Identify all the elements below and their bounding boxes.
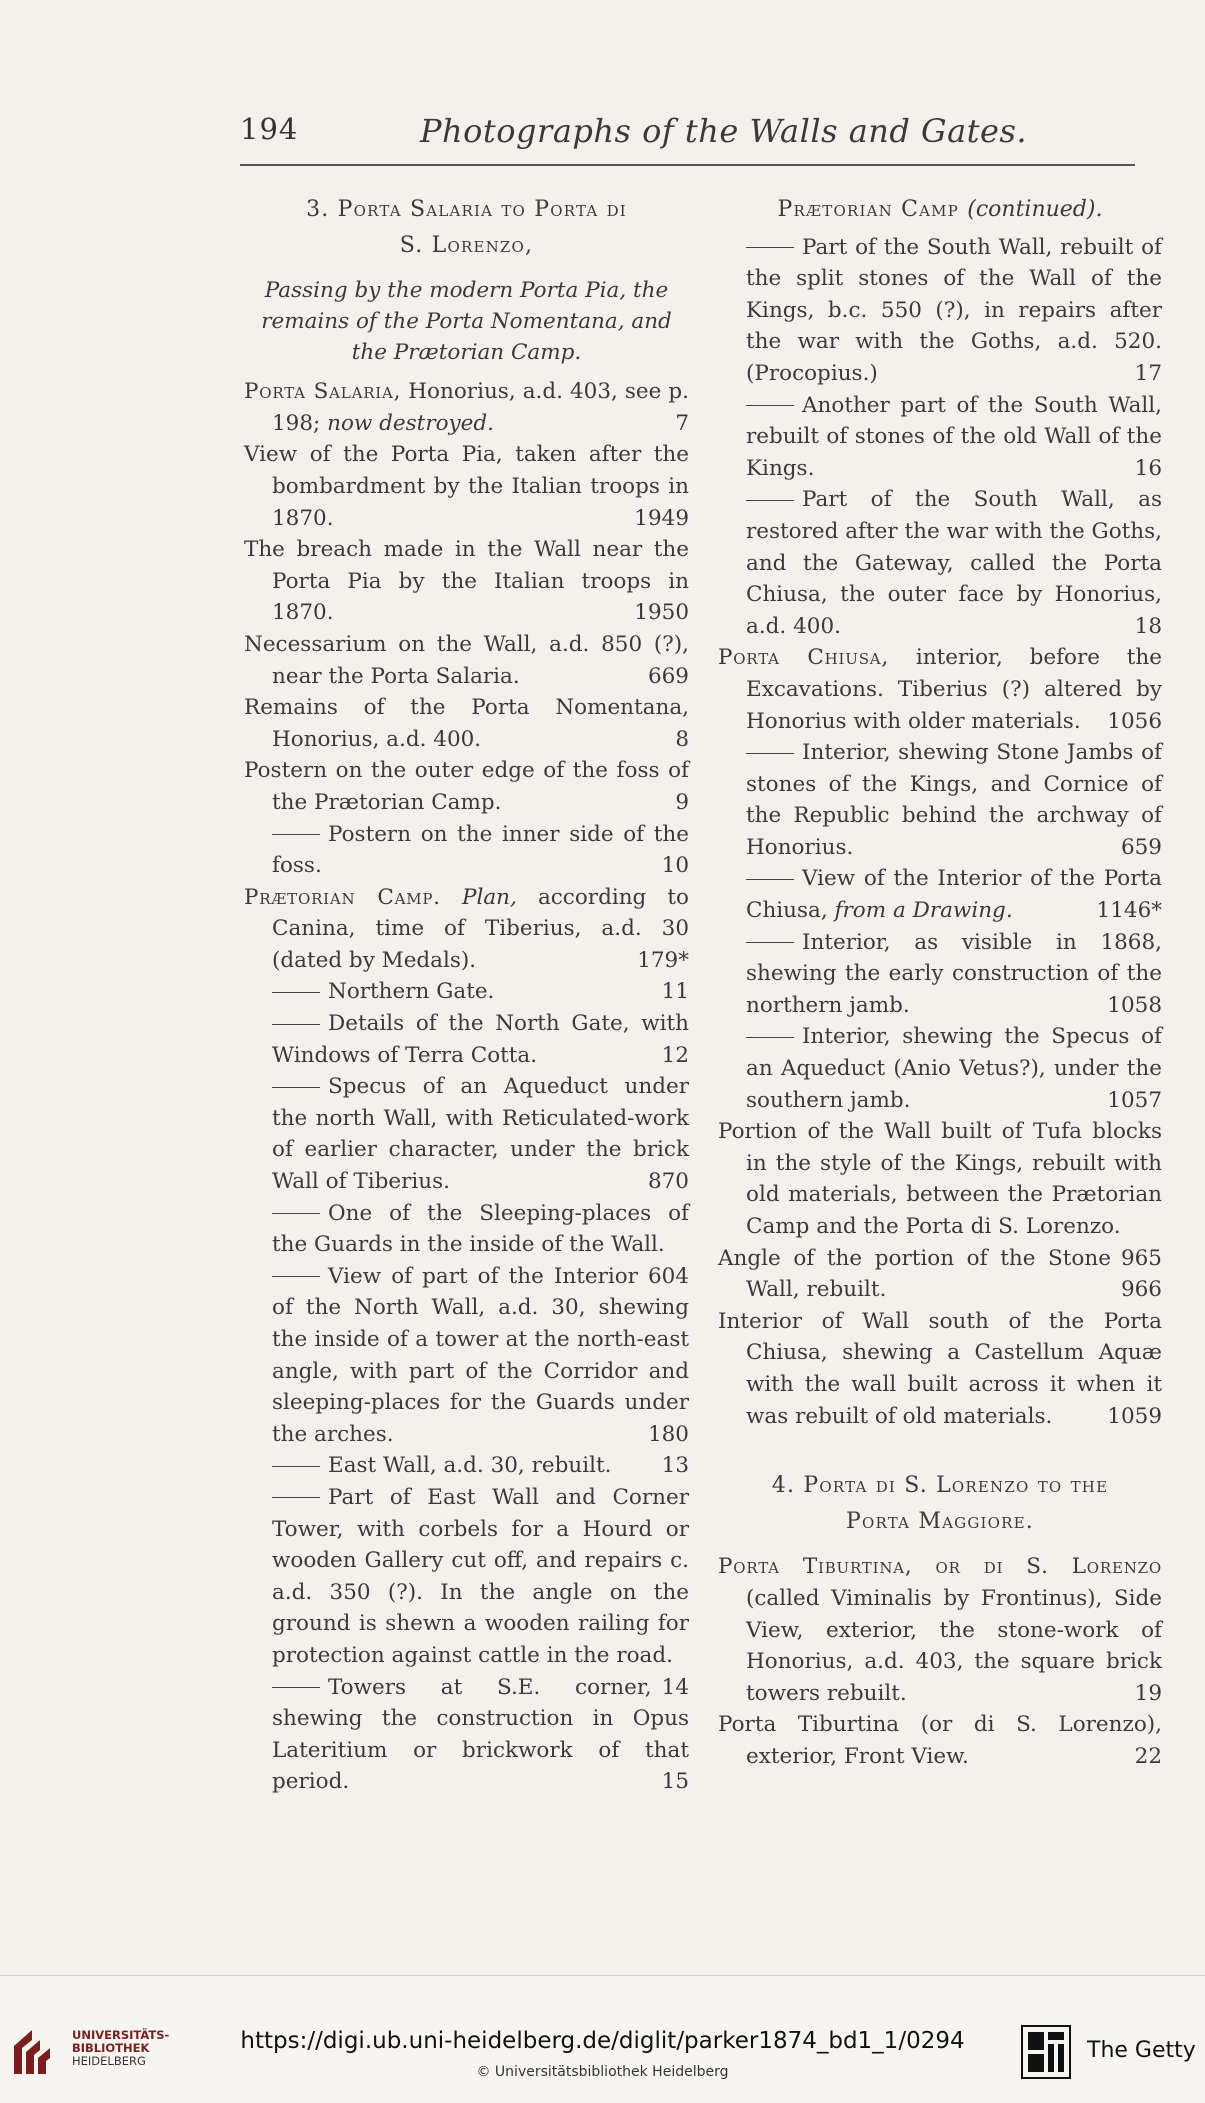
catalogue-entry: [718, 863, 1162, 926]
entry-text: Northern Gate.: [328, 979, 495, 1005]
catalogue-entry: [718, 1021, 1162, 1116]
photo-number: 1146*: [1096, 898, 1162, 924]
left-column: [244, 190, 689, 1798]
page-header: [240, 112, 1130, 162]
section-heading-4: 4. Porta di S. Lorenzo to the: [771, 1473, 1109, 1499]
entry-text: (called Viminalis by Frontinus), Side View, exterior, the stone-work of Honorius, a.d. 403, the square brick towers rebuilt.: [746, 1585, 1162, 1706]
continued-note: (continued).: [967, 197, 1103, 222]
entry-text: The breach made in the Wall near the Porta Pia by the Italian troops in 1870.: [244, 537, 689, 626]
library-name-line2: BIBLIOTHEK: [72, 2041, 150, 2055]
entry-text: Part of the South Wall, rebuilt of the split stones of the Wall of the Kings, b.c. 550 (?), in repairs after the war with the Goths, a.d. 520. (Procopius.): [746, 234, 1162, 386]
entry-text: View of the Interior of the Porta Chiusa,: [746, 866, 1162, 924]
catalogue-entry: [244, 976, 689, 1008]
page-number: 194: [240, 112, 299, 146]
continued-heading-title: Prætorian Camp: [777, 197, 960, 222]
entry-italic: from a Drawing.: [834, 898, 1013, 924]
ditto-dash: [272, 1497, 320, 1498]
catalogue-entry: [244, 1450, 689, 1482]
ditto-dash: [272, 1276, 320, 1277]
getty-name: The Getty: [1087, 2038, 1196, 2063]
ditto-dash: [746, 247, 794, 248]
photo-number: 13: [661, 1453, 689, 1479]
photo-number: 12: [661, 1042, 689, 1068]
photo-number: 9: [675, 789, 689, 815]
entry-text: [441, 885, 462, 910]
entry-text: Interior of Wall south of the Porta Chiusa, shewing a Castellum Aquæ with the wall built across it when it was rebuilt of old materials.: [718, 1308, 1162, 1429]
entry-text: East Wall, a.d. 30, rebuilt.: [328, 1453, 612, 1479]
photo-number: 22: [1134, 1743, 1162, 1769]
entry-text: One of the Sleeping-places of the Guards in the inside of the Wall.: [272, 1200, 689, 1258]
catalogue-entry: [244, 1008, 689, 1071]
photo-number: 669: [647, 663, 689, 689]
photo-number: 870: [647, 1169, 689, 1195]
ditto-dash: [272, 834, 320, 835]
entry-lead: Porta Chiusa,: [718, 645, 890, 671]
catalogue-entry: [244, 819, 689, 882]
ditto-dash: [746, 753, 794, 754]
entry-text: Part of East Wall and Corner Tower, with corbels for a Hourd or wooden Gallery cut off, and repairs c. a.d. 350 (?). In the angle on the ground is shewn a wooden railing for protection against cattle in the road.: [272, 1484, 689, 1668]
entry-text: interior, before the Excavations. Tiberius (?) altered by Honorius with older materials.: [746, 645, 1162, 734]
photo-number: 17: [1134, 360, 1162, 386]
entry-text: Portion of the Wall built of Tufa blocks in the style of the Kings, rebuilt with old materials, between the Prætorian Camp and the Porta di S. Lorenzo.: [718, 1119, 1162, 1239]
catalogue-entry: [718, 1551, 1162, 1709]
entry-text: Towers at S.E. corner, shewing the construction in Opus Lateritium or brickwork of that period.: [272, 1674, 689, 1795]
ditto-dash: [272, 1087, 320, 1088]
ditto-dash: [272, 1687, 320, 1688]
entry-text: Interior, as visible in 1868, shewing the early construction of the northern jamb.: [746, 929, 1162, 1018]
source-url-link[interactable]: https://digi.ub.uni-heidelberg.de/diglit/parker1874_bd1_1/0294: [240, 2028, 965, 2054]
entry-lead: Porta Salaria,: [244, 379, 402, 405]
ditto-dash: [746, 405, 794, 406]
photo-number: 11: [661, 979, 689, 1005]
ditto-dash: [746, 942, 794, 943]
ditto-dash: [272, 992, 320, 993]
entry-lead: Prætorian Camp.: [244, 884, 441, 910]
catalogue-entry: [244, 1482, 689, 1700]
catalogue-entry: [718, 1243, 1162, 1306]
photo-number: 14: [661, 1674, 689, 1700]
copyright-notice: © Universitätsbibliothek Heidelberg: [476, 2064, 729, 2080]
footer: [0, 1975, 1205, 2103]
entry-lead: Porta Tiburtina, or di S. Lorenzo: [718, 1554, 1162, 1580]
photo-number: 1949: [634, 505, 689, 531]
entry-text: Interior, shewing Stone Jambs of stones of the Kings, and Cornice of the Republic behind the archway of Honorius.: [746, 740, 1162, 860]
photo-number: 180: [647, 1421, 689, 1447]
entry-text: Honorius, a.d. 403, see p. 198;: [272, 379, 689, 436]
photo-number: 966: [1120, 1277, 1162, 1303]
photo-number: 1950: [634, 600, 689, 626]
ditto-dash: [272, 1213, 320, 1214]
photo-number: 1056: [1107, 708, 1162, 734]
spacer: [718, 1432, 1162, 1466]
entry-text: Necessarium on the Wall, a.d. 850 (?), near the Porta Salaria.: [244, 631, 689, 689]
photo-number: 1058: [1107, 992, 1162, 1018]
entry-text: Part of the South Wall, as restored after the war with the Goths, and the Gateway, called the Porta Chiusa, the outer face by Honorius, a.d. 400.: [746, 487, 1162, 639]
photo-number: 16: [1134, 455, 1162, 481]
catalogue-entry: [718, 1116, 1162, 1271]
photo-number: 19: [1134, 1680, 1162, 1706]
catalogue-entry: [244, 534, 689, 629]
entry-text: Specus of an Aqueduct under the north Wall, with Reticulated-work of earlier character, under the brick Wall of Tiberius.: [272, 1074, 689, 1195]
right-column: [718, 190, 1162, 1773]
entry-text: Postern on the outer edge of the foss of the Prætorian Camp.: [244, 758, 689, 815]
library-name-line3: HEIDELBERG: [72, 2054, 146, 2068]
photo-number: 1057: [1107, 1087, 1162, 1113]
photo-number: 179*: [637, 947, 689, 973]
photo-number: 1059: [1107, 1403, 1162, 1429]
catalogue-entry: [244, 1261, 689, 1451]
catalogue-entry: [718, 484, 1162, 642]
running-title: Photographs of the Walls and Gates.: [420, 112, 1028, 150]
ditto-dash: [272, 1466, 320, 1467]
entry-text: Another part of the South Wall, rebuilt of stones of the old Wall of the Kings.: [746, 392, 1162, 481]
photo-number: 8: [675, 726, 689, 752]
header-rule: [240, 164, 1135, 166]
catalogue-entry: [718, 927, 1162, 1022]
right-entry-list: [718, 232, 1162, 1433]
catalogue-entry: [718, 642, 1162, 737]
entry-italic: Plan,: [462, 884, 517, 910]
photo-number: 15: [661, 1769, 689, 1795]
ditto-dash: [746, 500, 794, 501]
section-heading-4-line2: Porta Maggiore.: [846, 1508, 1034, 1534]
entry-text: Interior, shewing the Specus of an Aqueduct (Anio Vetus?), under the southern jamb.: [746, 1024, 1162, 1113]
ditto-dash: [746, 879, 794, 880]
photo-number: 7: [675, 410, 689, 436]
catalogue-entry: [244, 439, 689, 534]
catalogue-entry: [244, 629, 689, 692]
catalogue-entry: [244, 1672, 689, 1798]
getty-logo-icon: [1020, 2024, 1072, 2080]
catalogue-entry: [244, 1071, 689, 1197]
continued-heading: [718, 194, 1162, 226]
ditto-dash: [272, 1024, 320, 1025]
photo-number: 18: [1134, 613, 1162, 639]
section-subtitle: Passing by the modern Porta Pia, the remains of the Porta Nomentana, and the Prætorian Camp.: [261, 278, 672, 366]
section-heading-3-line2: S. Lorenzo,: [399, 232, 534, 258]
catalogue-entry: [244, 882, 689, 977]
catalogue-entry: [718, 232, 1162, 390]
catalogue-entry: [718, 737, 1162, 863]
photo-number: 604: [647, 1263, 689, 1289]
catalogue-entry: [244, 692, 689, 755]
catalogue-entry: [718, 1709, 1162, 1772]
right-entry-list-2: [718, 1551, 1162, 1772]
entry-text: Details of the North Gate, with Windows of Terra Cotta.: [272, 1011, 689, 1068]
catalogue-entry: [244, 376, 689, 439]
entry-text: View of the Porta Pia, taken after the bombardment by the Italian troops in 1870.: [244, 442, 689, 531]
catalogue-entry: [244, 755, 689, 818]
entry-italic: now destroyed.: [327, 410, 495, 436]
photo-number: 659: [1120, 834, 1162, 860]
entry-text: Porta Tiburtina (or di S. Lorenzo), exterior, Front View.: [718, 1712, 1162, 1769]
photo-number: 10: [661, 853, 689, 879]
ditto-dash: [746, 1037, 794, 1038]
catalogue-entry: [718, 1306, 1162, 1432]
library-name-line1: UNIVERSITÄTS-: [72, 2028, 170, 2042]
entry-text-after: according to Canina, time of Tiberius, a.d. 30 (dated by Medals).: [272, 884, 689, 973]
section-heading-3: 3. Porta Salaria to Porta di: [306, 197, 627, 222]
catalogue-entry: [718, 390, 1162, 485]
entry-text: Remains of the Porta Nomentana, Honorius, a.d. 400.: [244, 695, 689, 752]
left-entry-list: [244, 376, 689, 1798]
entry-text: Postern on the inner side of the foss.: [272, 821, 689, 879]
entry-text: Angle of the portion of the Stone Wall, rebuilt.: [718, 1245, 1111, 1303]
photo-number: 965: [1120, 1245, 1162, 1271]
entry-text: View of part of the Interior of the North Wall, a.d. 30, shewing the inside of a tower at the north-east angle, with part of the Corridor and sleeping-places for the Guards under the arches.: [272, 1263, 689, 1447]
catalogue-entry: [244, 1198, 689, 1289]
